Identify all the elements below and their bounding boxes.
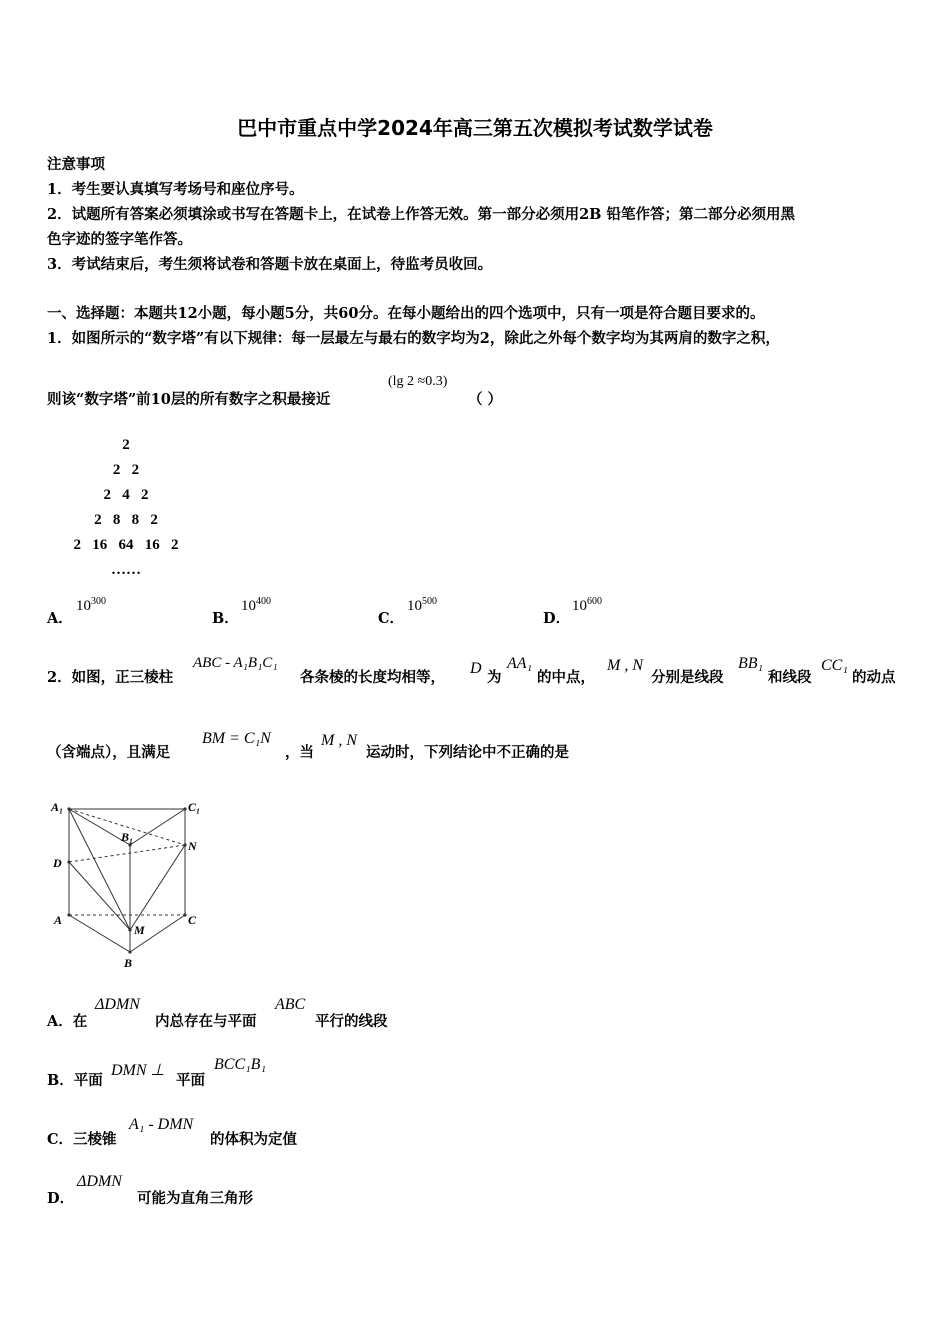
q1-hint: (lg 2 ≈0.3) — [388, 374, 448, 389]
q2-text-7: 的动点 — [852, 669, 896, 686]
q2-option-a-math2: ABC — [275, 996, 306, 1013]
q2-text-4: 的中点， — [537, 669, 595, 686]
q2-option-b-math2: BCC₁B₁ — [214, 1056, 267, 1073]
q2-option-d-label: D． — [47, 1190, 75, 1207]
edge-ab — [69, 915, 130, 952]
notice-heading: 注意事项 — [47, 156, 105, 173]
q1-option-c-label: C． — [378, 610, 405, 627]
segment-mn — [130, 845, 185, 930]
q2-option-a-math: ΔDMN — [95, 996, 140, 1013]
q2-segment-bb1: BB₁ — [738, 655, 764, 672]
label-m: M — [134, 923, 145, 937]
q2-option-c-label: C．三棱锥 — [47, 1131, 117, 1148]
section-heading: 一、选择题：本题共12小题，每小题5分，共60分。在每小题给出的四个选项中，只有一项是符合题目要求的。 — [47, 305, 765, 322]
q2-point-d: D — [470, 660, 482, 677]
q2-option-b-label: B．平面 — [47, 1072, 103, 1089]
label-n: N — [188, 839, 197, 853]
q1-option-a-value: $10^{300}$ — [76, 596, 106, 614]
q2-text-9: ，当 — [285, 744, 314, 761]
q1-option-b-label: B． — [212, 610, 239, 627]
tower-row-3: 2 4 2 — [103, 487, 149, 503]
q2-option-b-math: DMN ⊥ — [111, 1062, 165, 1079]
q1-option-b-value: $10^{400}$ — [241, 596, 271, 614]
q2-text-1: 2．如图，正三棱柱 — [47, 669, 174, 686]
q1-line1: 1．如图所示的“数字塔”有以下规律：每一层最左与最右的数字均为2，除此之外每个数字均为其两肩的数字之积， — [47, 330, 780, 347]
q2-points-mn: M , N — [607, 657, 643, 674]
label-a: A — [54, 913, 63, 927]
q2-option-a-label: A．在 — [47, 1013, 88, 1030]
segment-dm — [69, 862, 130, 930]
label-c1: C₁ — [188, 800, 201, 814]
q2-text-10: 运动时，下列结论中不正确的是 — [366, 744, 569, 761]
q2-segment-aa1: AA₁ — [507, 655, 533, 672]
q1-paren: （ ） — [468, 391, 503, 408]
q2-segment-cc1: CC₁ — [821, 657, 848, 674]
segment-dn — [69, 845, 185, 862]
q2-text-3: 为 — [487, 669, 502, 686]
q2-text-6: 和线段 — [768, 669, 812, 686]
edge-b1c1 — [130, 809, 185, 845]
tower-row-4: 2 8 8 2 — [94, 512, 158, 528]
tower-ellipsis: …… — [111, 562, 141, 578]
notice-item-1: 1．考生要认真填写考场号和座位序号。 — [47, 181, 304, 198]
q2-prism: ABC - A₁B₁C₁ — [193, 655, 278, 671]
q2-option-a-end: 平行的线段 — [315, 1013, 388, 1030]
q1-option-d-value: $10^{600}$ — [572, 596, 602, 614]
q1-option-a-label: A． — [47, 610, 73, 627]
q1-option-c-value: $10^{500}$ — [407, 596, 437, 614]
label-d: D — [53, 856, 62, 870]
q2-option-b-mid: 平面 — [176, 1072, 205, 1089]
q2-text-5: 分别是线段 — [651, 669, 724, 686]
q2-points-mn-2: M , N — [321, 732, 357, 749]
page-title: 巴中市重点中学2024年高三第五次模拟考试数学试卷 — [237, 116, 713, 140]
tower-row-2: 2 2 — [112, 462, 140, 478]
q2-option-a-mid: 内总存在与平面 — [155, 1013, 257, 1030]
prism-figure — [45, 795, 215, 975]
label-c: C — [188, 913, 197, 927]
q2-condition: BM = C₁N — [202, 730, 271, 747]
q2-option-c-mid: 的体积为定值 — [210, 1131, 297, 1148]
notice-item-2-cont: 色字迹的签字笔作答。 — [47, 231, 192, 248]
q2-text-8: （含端点），且满足 — [47, 744, 171, 761]
q2-option-c-math: A₁ - DMN — [129, 1116, 194, 1133]
notice-item-3: 3．考试结束后，考生须将试卷和答题卡放在桌面上，待监考员收回。 — [47, 256, 493, 273]
q2-option-d-math: ΔDMN — [77, 1173, 122, 1190]
q2-option-d-mid: 可能为直角三角形 — [137, 1190, 253, 1207]
label-b: B — [124, 956, 133, 970]
q2-text-2: 各条棱的长度均相等， — [300, 669, 445, 686]
q1-line2: 则该“数字塔”前10层的所有数字之积最接近 — [47, 391, 331, 408]
label-b1: B₁ — [121, 830, 134, 844]
label-a1: A₁ — [51, 800, 64, 814]
q1-option-d-label: D． — [543, 610, 571, 627]
tower-row-5: 2 16 64 16 2 — [73, 537, 179, 553]
notice-item-2: 2．试题所有答案必须填涂或书写在答题卡上，在试卷上作答无效。第一部分必须用2B 铅笔作答；第二部分必须用黑 — [47, 206, 795, 223]
tower-row-1: 2 — [122, 437, 130, 453]
